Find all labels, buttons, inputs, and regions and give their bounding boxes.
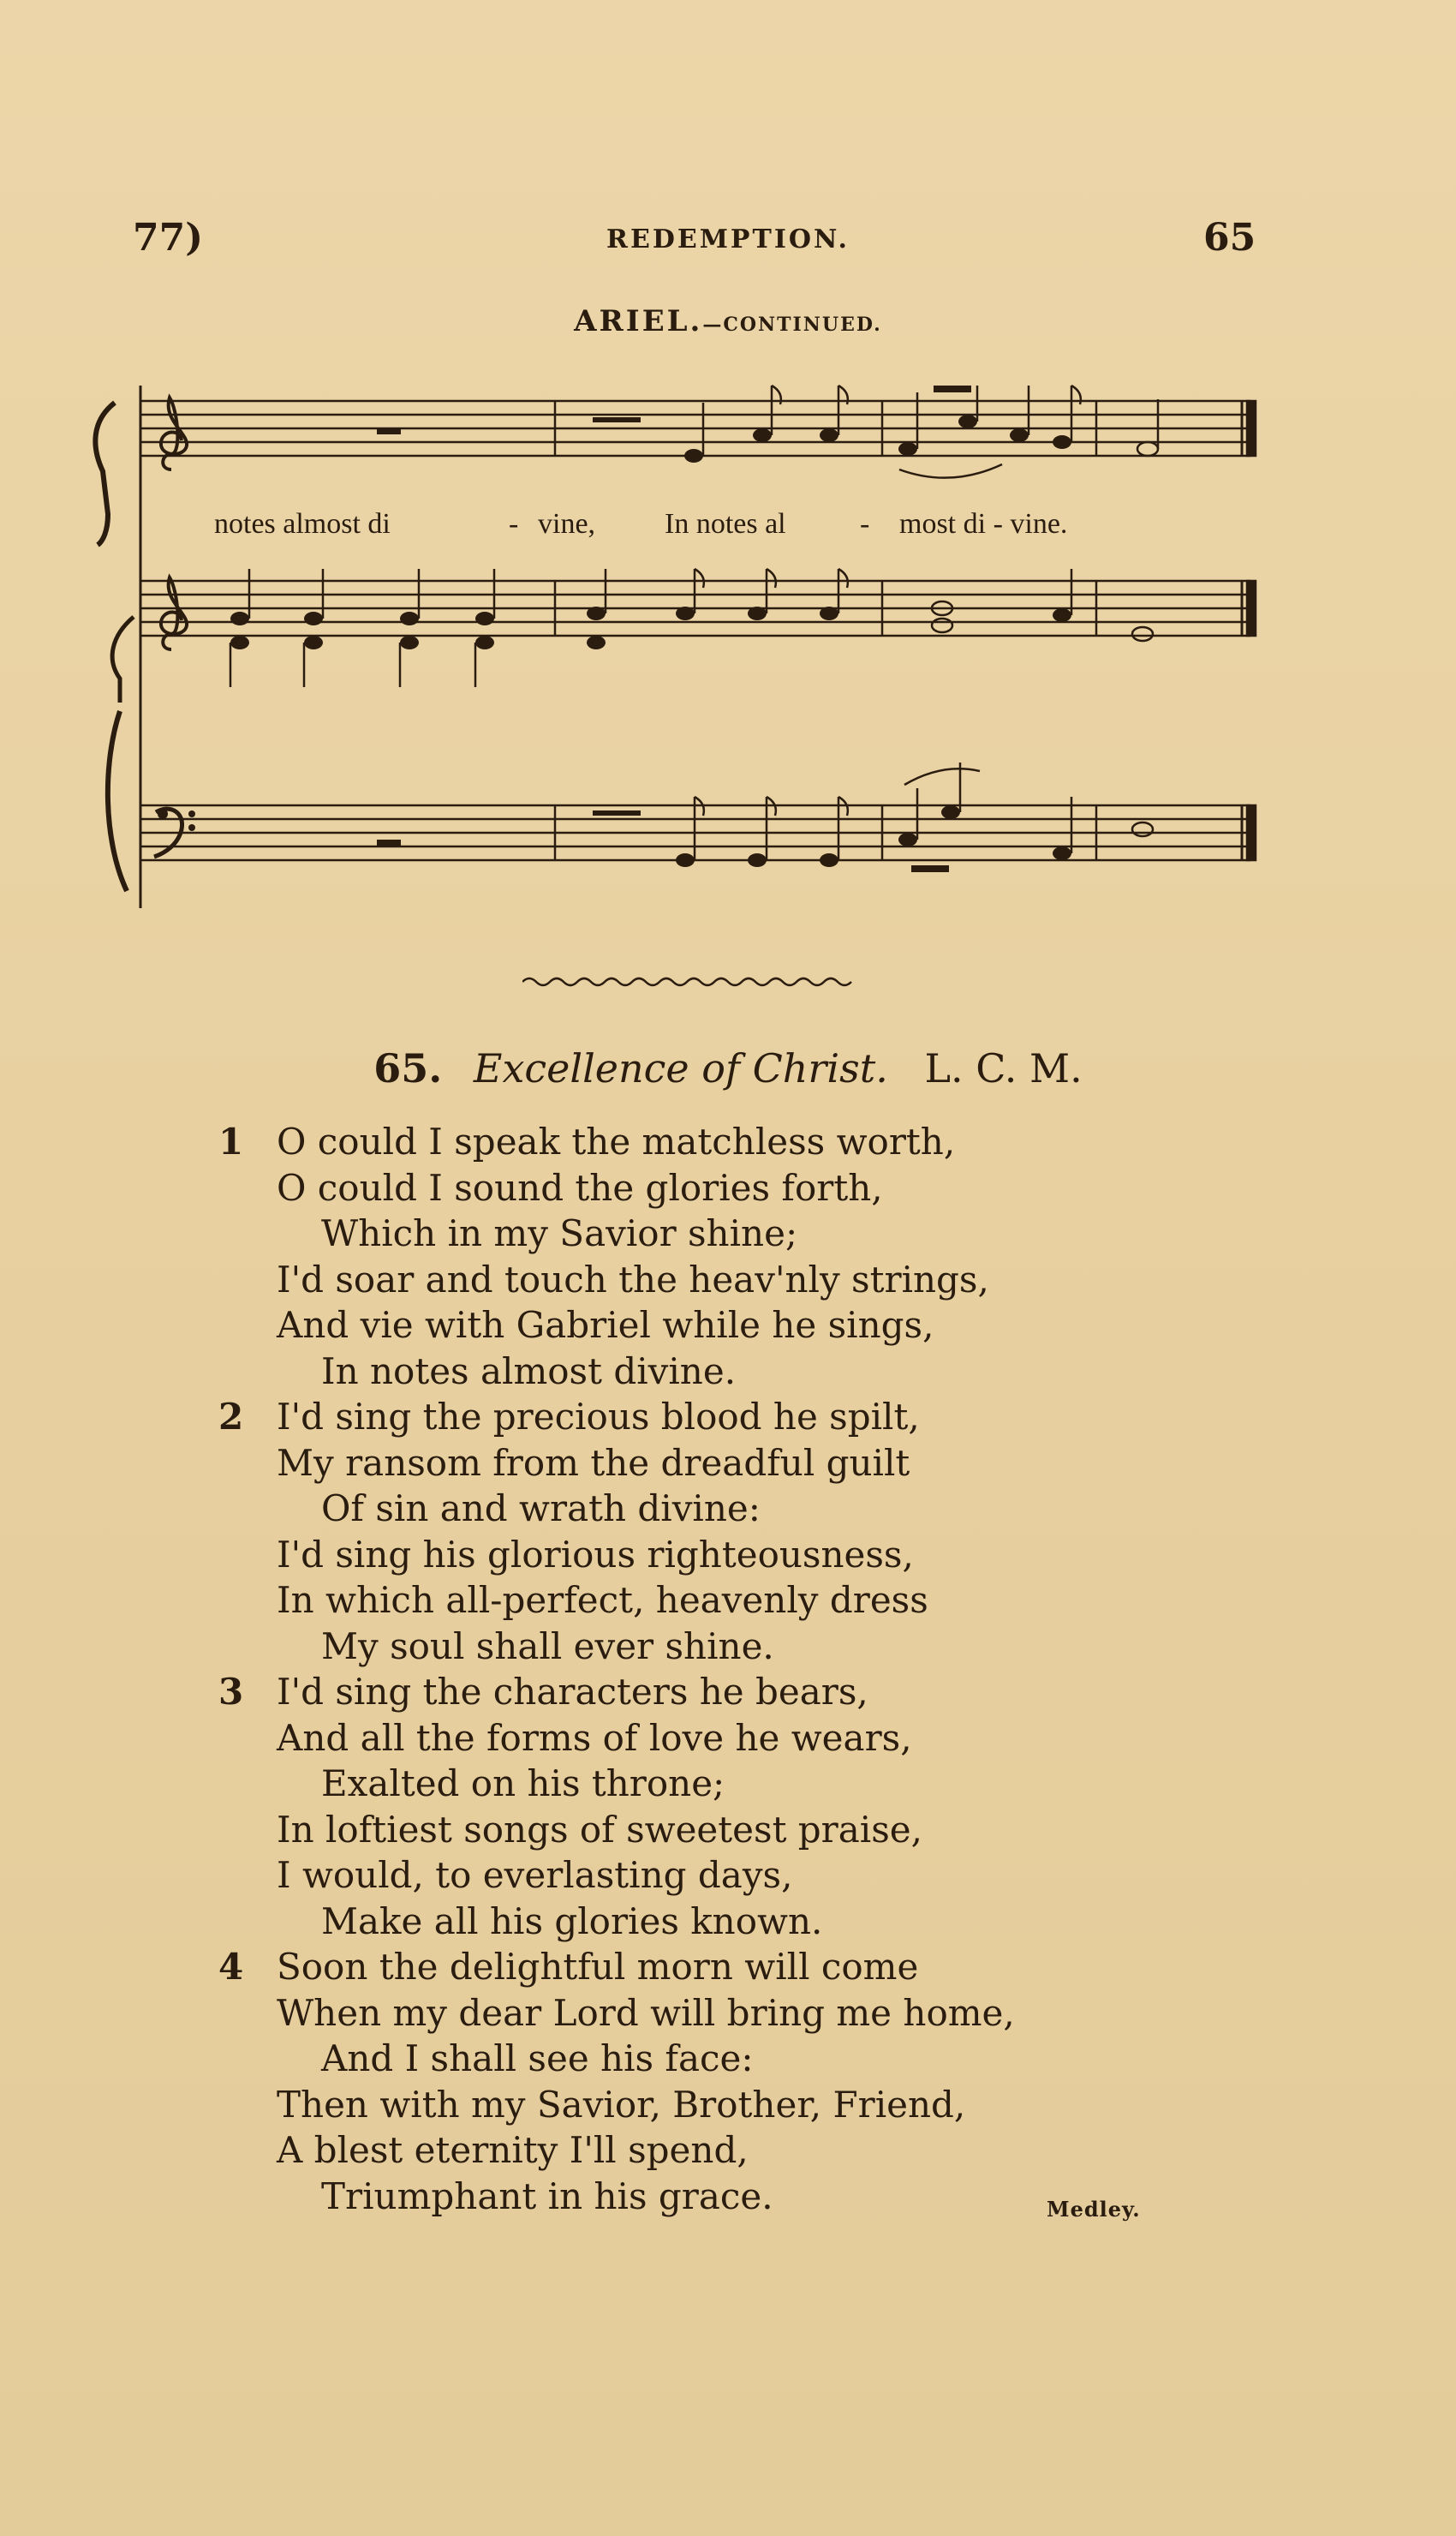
treble-staff-lower: [140, 581, 1256, 636]
ornamental-divider: [522, 975, 856, 989]
system-bracket-bottom: [108, 711, 127, 891]
treble-staff-upper: [140, 401, 1256, 456]
tune-name: ARIEL.: [574, 304, 703, 338]
verse-line: I'd sing the characters he bears,: [277, 1671, 868, 1713]
treble-clef-icon-2: [161, 577, 187, 649]
verse-number: 3: [218, 1671, 244, 1713]
verse-number: 2: [218, 1396, 244, 1438]
verse-line: I'd soar and touch the heav'nly strings,: [277, 1258, 989, 1301]
hymn-heading: [0, 1045, 1456, 1092]
verse-line: In which all-perfect, heavenly dress: [277, 1579, 928, 1621]
verse-line: I would, to everlasting days,: [277, 1854, 793, 1896]
verse-line: I'd sing the precious blood he spilt,: [277, 1396, 920, 1438]
verse-line: When my dear Lord will bring me home,: [277, 1991, 1015, 2034]
author-attribution: Medley.: [1047, 2197, 1141, 2222]
score-svg: [86, 360, 1353, 942]
verse-line: My ransom from the dreadful guilt: [277, 1441, 910, 1484]
lyric-3: vine,: [538, 508, 596, 540]
verse-line: And I shall see his face:: [321, 2037, 754, 2079]
tune-title: [0, 304, 1456, 338]
left-page-mark: 77): [133, 216, 204, 260]
verse: [218, 1669, 1246, 1944]
verse-line: Which in my Savior shine;: [321, 1212, 798, 1254]
running-head: [0, 216, 1456, 267]
verses: [218, 1119, 1246, 2219]
verse-line: In notes almost divine.: [321, 1349, 737, 1392]
lyric-5: -: [860, 508, 870, 540]
verse-line: Then with my Savior, Brother, Friend,: [277, 2083, 966, 2126]
lyric-6: most di - vine.: [899, 508, 1068, 540]
hymn-meter: L. C. M.: [924, 1045, 1083, 1092]
verse: [218, 1944, 1246, 2219]
lyric-2: -: [509, 508, 519, 540]
lyric-4: In notes al: [665, 508, 786, 540]
section-title: REDEMPTION.: [606, 224, 850, 254]
verse-number: 4: [218, 1946, 244, 1988]
verse-line: Of sin and wrath divine:: [321, 1487, 761, 1529]
music-score: [86, 360, 1353, 942]
hymn-title: Excellence of Christ.: [473, 1045, 888, 1092]
verse-line: In loftiest songs of sweetest praise,: [277, 1808, 922, 1851]
verse-line: I'd sing his glorious righteousness,: [277, 1533, 914, 1576]
verse-line: Triumphant in his grace.: [321, 2174, 773, 2217]
verse-line: O could I sound the glories forth,: [277, 1166, 883, 1209]
verse-line: My soul shall ever shine.: [321, 1624, 774, 1667]
page-number: 65: [1203, 216, 1256, 260]
verse-number: 1: [218, 1121, 244, 1163]
hymn-number: 65.: [373, 1045, 443, 1092]
system-bracket-top: [95, 403, 115, 545]
verse-line: Soon the delightful morn will come: [277, 1946, 919, 1988]
tune-continued: —CONTINUED.: [702, 314, 882, 336]
verse: [218, 1119, 1246, 1394]
verse: [218, 1394, 1246, 1669]
verse-line: And all the forms of love he wears,: [277, 1716, 912, 1759]
lyric-1: notes almost di: [214, 508, 391, 540]
bass-staff: [140, 805, 1256, 860]
verse-line: Make all his glories known.: [321, 1899, 823, 1942]
verse-line: Exalted on his throne;: [321, 1762, 725, 1804]
verse-line: A blest eternity I'll spend,: [277, 2129, 749, 2171]
verse-line: And vie with Gabriel while he sings,: [277, 1304, 934, 1346]
treble-clef-icon: [161, 398, 187, 470]
verse-line: O could I speak the matchless worth,: [277, 1121, 956, 1163]
